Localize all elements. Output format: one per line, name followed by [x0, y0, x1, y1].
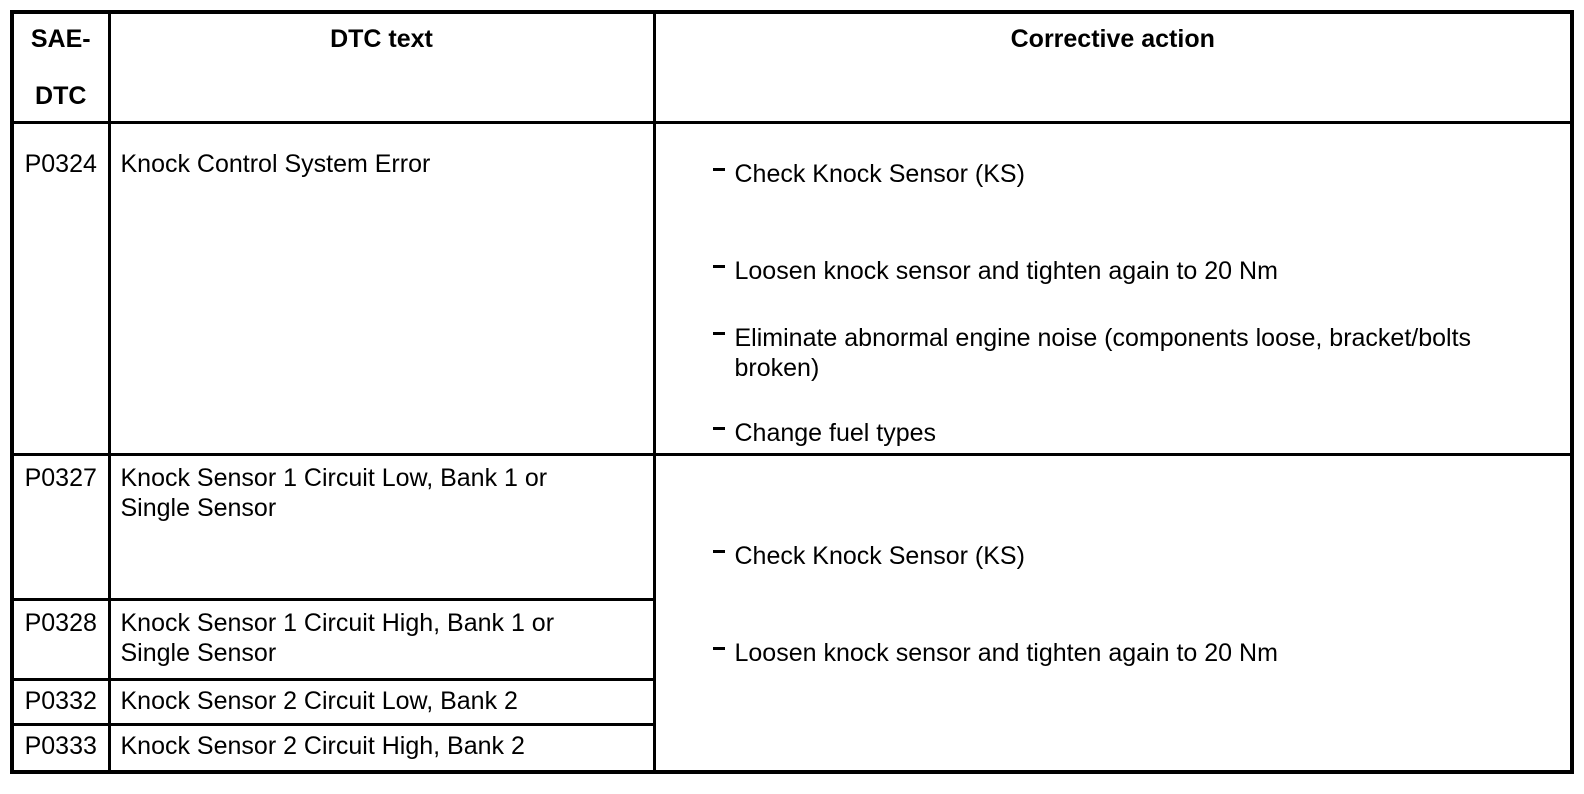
corrective-actions-merged-cell — [654, 454, 1572, 772]
action-item — [713, 418, 1551, 448]
header-dtc-line: DTC — [35, 82, 87, 110]
action-text: Check Knock Sensor (KS) — [734, 541, 1025, 570]
corrective-actions-cell — [654, 122, 1572, 454]
action-item — [713, 159, 1551, 189]
dash-bullet-icon — [713, 332, 725, 335]
action-text: Loosen knock sensor and tighten again to 20 Nm — [734, 638, 1278, 667]
table-row — [12, 454, 1572, 599]
dtc-code: P0328 — [12, 599, 109, 679]
header-sae-dtc — [12, 12, 109, 122]
dash-bullet-icon — [713, 647, 725, 650]
dtc-code: P0332 — [12, 679, 109, 724]
dtc-table — [10, 10, 1574, 774]
header-sae-line: SAE- — [30, 25, 91, 53]
dtc-text: Knock Sensor 2 Circuit High, Bank 2 — [120, 731, 525, 760]
dtc-code: P0327 — [12, 454, 109, 599]
dash-bullet-icon — [713, 550, 725, 553]
dash-bullet-icon — [713, 265, 725, 268]
dash-bullet-icon — [713, 427, 725, 430]
dtc-text-cell — [109, 122, 654, 454]
dtc-text-cell — [109, 454, 654, 599]
dash-bullet-icon — [713, 168, 725, 171]
dtc-code: P0324 — [12, 122, 109, 454]
action-item — [713, 638, 1551, 668]
dtc-text-cell — [109, 679, 654, 724]
header-dtc-text: DTC text — [109, 12, 654, 122]
dtc-text: Knock Sensor 1 Circuit High, Bank 1 or Single Sensor — [120, 608, 555, 667]
action-text: Check Knock Sensor (KS) — [734, 159, 1025, 188]
dtc-text: Knock Sensor 1 Circuit Low, Bank 1 or Single Sensor — [120, 463, 548, 522]
dtc-text-cell — [109, 724, 654, 772]
dtc-code: P0333 — [12, 724, 109, 772]
table-header-row — [12, 12, 1572, 122]
document-page — [0, 10, 1584, 794]
dtc-text: Knock Sensor 2 Circuit Low, Bank 2 — [120, 686, 518, 715]
dtc-text-cell — [109, 599, 654, 679]
action-text: Loosen knock sensor and tighten again to 20 Nm — [734, 256, 1278, 285]
table-row — [12, 122, 1572, 454]
action-item — [713, 323, 1551, 383]
action-item — [713, 256, 1551, 286]
action-item — [713, 541, 1551, 571]
header-corrective-action: Corrective action — [654, 12, 1572, 122]
action-text: Change fuel types — [734, 418, 937, 447]
action-text: Eliminate abnormal engine noise (components loose, bracket/bolts broken) — [734, 323, 1472, 382]
dtc-text: Knock Control System Error — [120, 149, 431, 178]
